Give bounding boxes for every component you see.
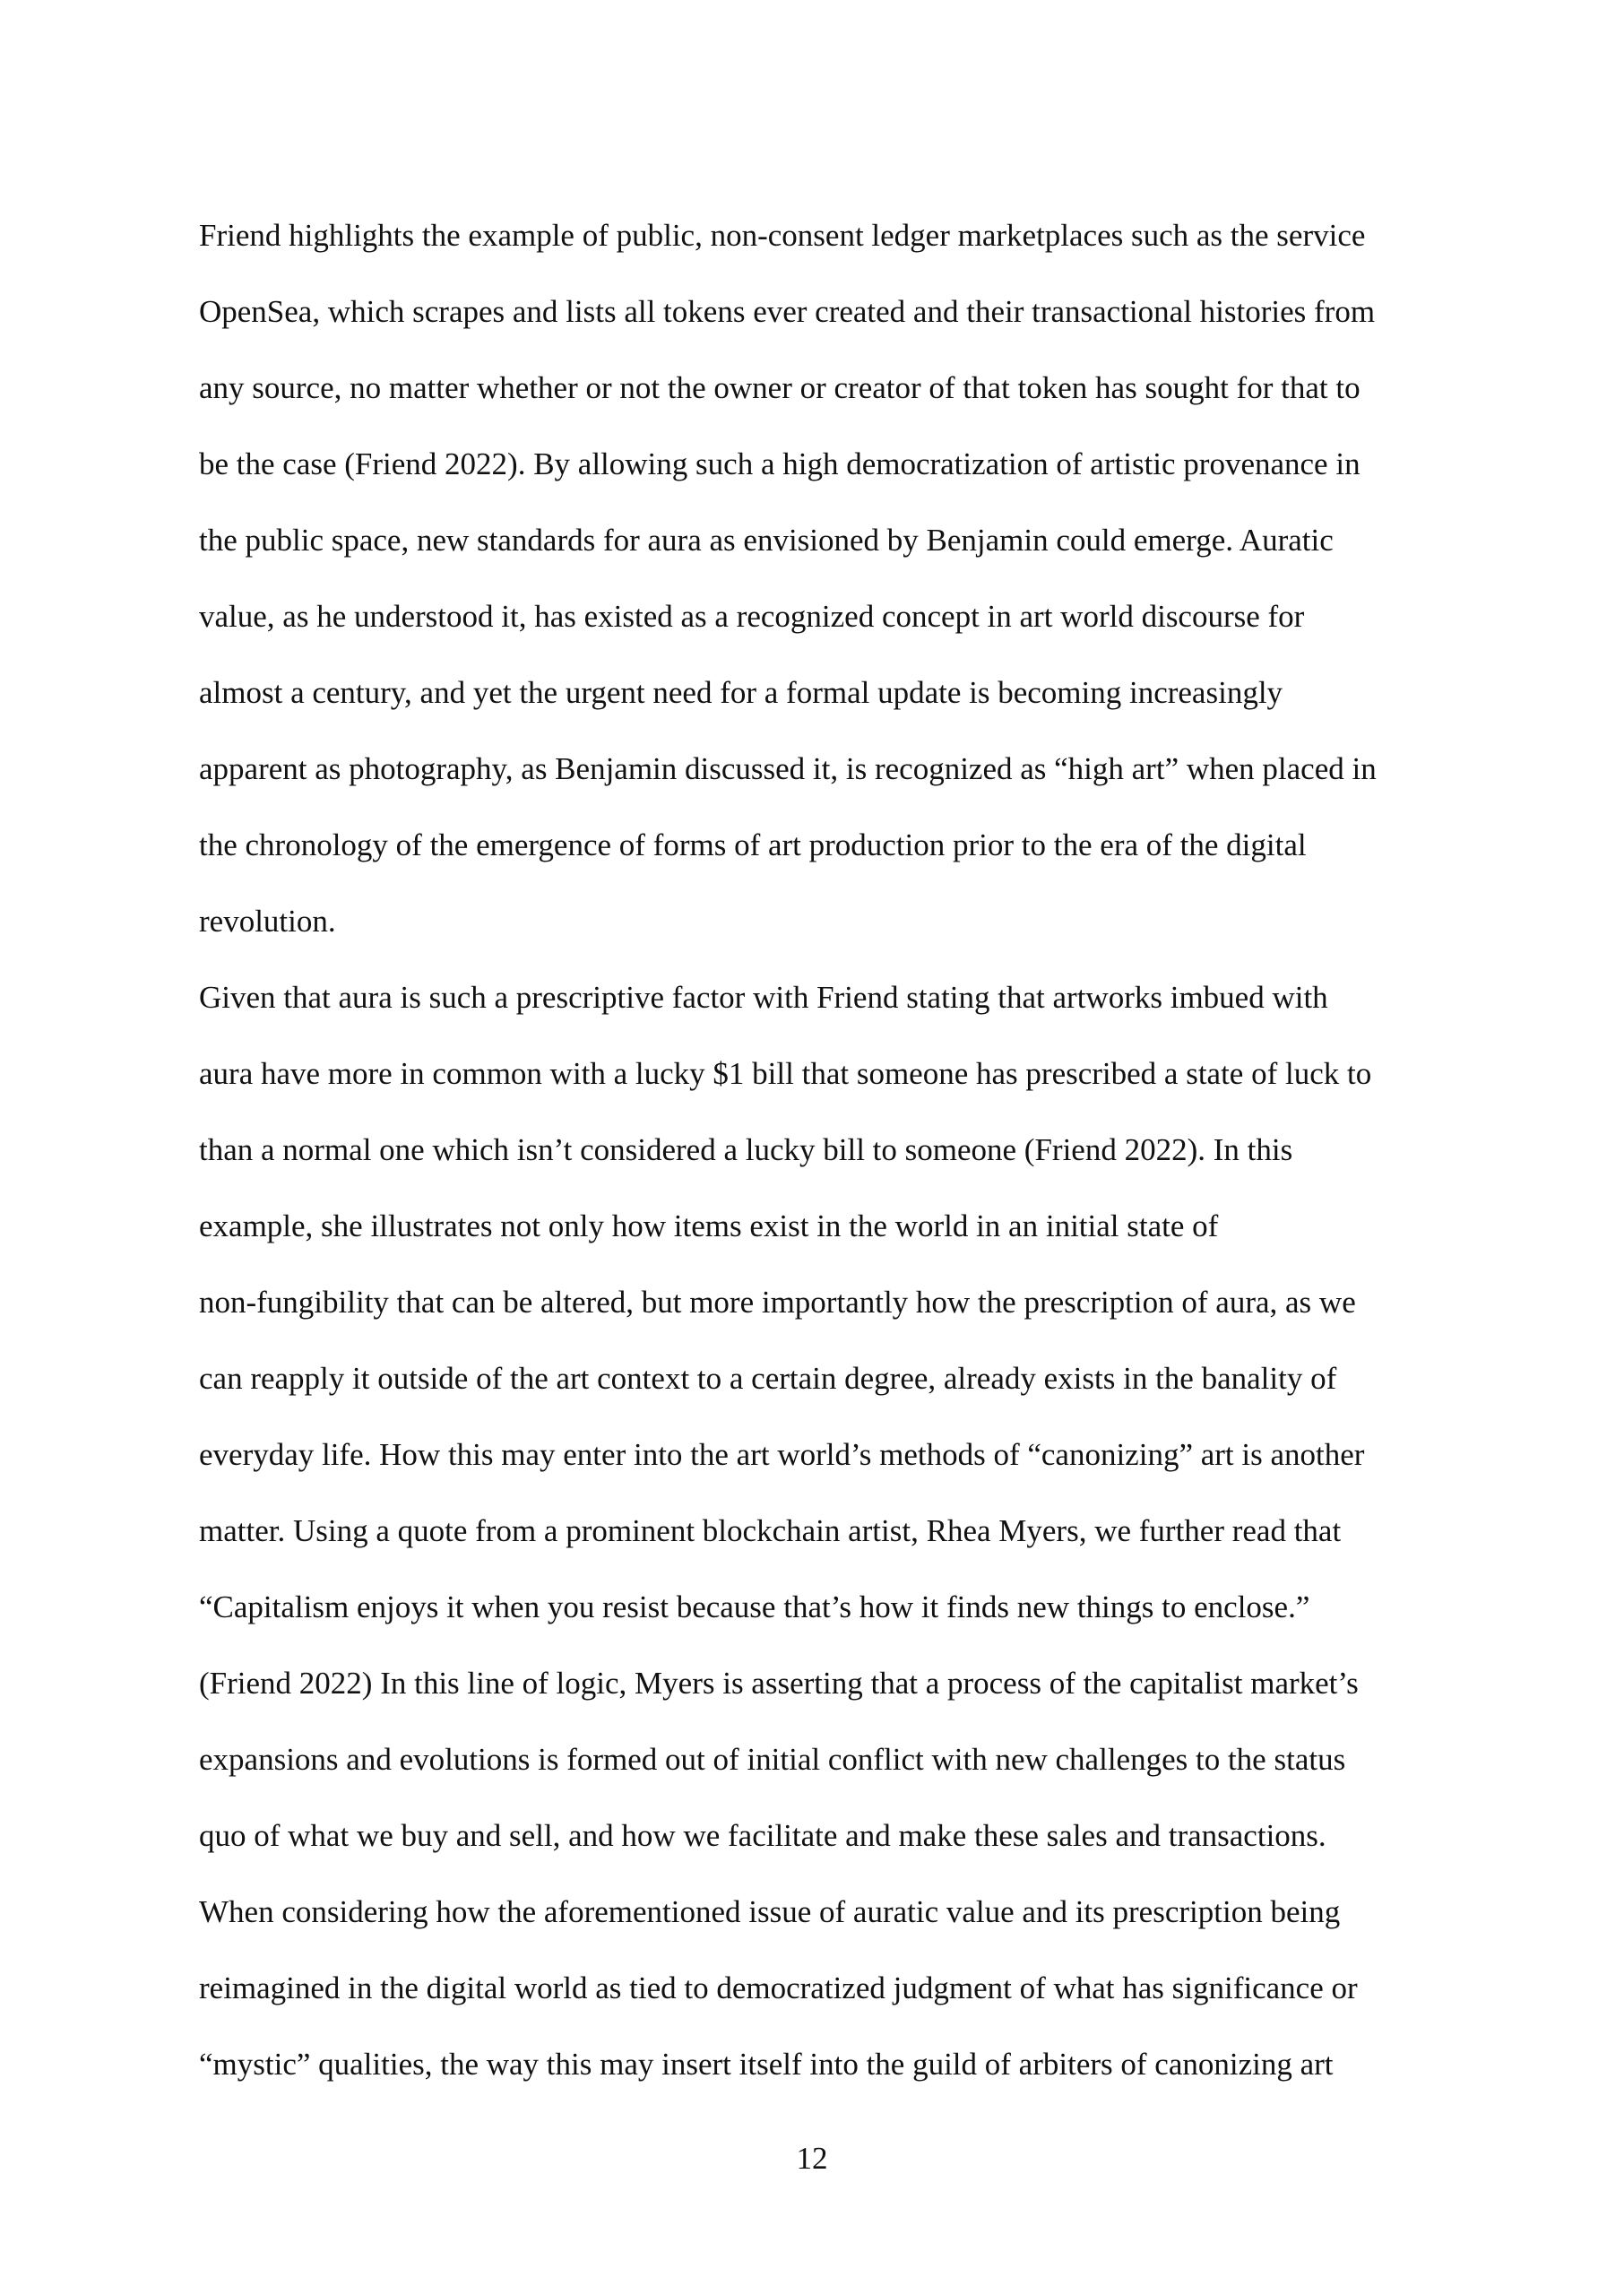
text-line: OpenSea, which scrapes and lists all tokens ever created and their transactional histories from: [199, 294, 1376, 329]
text-line: (Friend 2022) In this line of logic, Myers is asserting that a process of the capitalist market’s: [199, 1666, 1359, 1701]
text-line: aura have more in common with a lucky $1 bill that someone has prescribed a state of luck to: [199, 1056, 1372, 1091]
text-line: value, as he understood it, has existed as a recognized concept in art world discourse for: [199, 599, 1305, 634]
text-line: any source, no matter whether or not the owner or creator of that token has sought for that to: [199, 370, 1361, 405]
text-line: Friend highlights the example of public, non-consent ledger marketplaces such as the service: [199, 218, 1366, 253]
text-line: non-fungibility that can be altered, but more importantly how the prescription of aura, as we: [199, 1285, 1356, 1320]
text-line: revolution.: [199, 904, 336, 939]
text-line: the public space, new standards for aura as envisioned by Benjamin could emerge. Auratic: [199, 523, 1334, 558]
text-line: “mystic” qualities, the way this may insert itself into the guild of arbiters of canonizing art: [199, 2047, 1334, 2082]
text-line: “Capitalism enjoys it when you resist because that’s how it finds new things to enclose.”: [199, 1589, 1310, 1624]
text-line: be the case (Friend 2022). By allowing such a high democratization of artistic provenance in: [199, 446, 1361, 481]
page-number: 12: [796, 2141, 828, 2176]
text-line: almost a century, and yet the urgent need for a formal update is becoming increasingly: [199, 675, 1283, 710]
text-line: reimagined in the digital world as tied to democratized judgment of what has significance or: [199, 1970, 1358, 2005]
text-line: everyday life. How this may enter into the art world’s methods of “canonizing” art is another: [199, 1437, 1365, 1472]
body-text: [199, 197, 1472, 2102]
text-line: the chronology of the emergence of forms of art production prior to the era of the digital: [199, 827, 1307, 862]
text-line: can reapply it outside of the art context to a certain degree, already exists in the banality of: [199, 1361, 1337, 1396]
text-line: example, she illustrates not only how items exist in the world in an initial state of: [199, 1208, 1219, 1243]
text-line: than a normal one which isn’t considered a lucky bill to someone (Friend 2022). In this: [199, 1132, 1293, 1167]
text-line: Given that aura is such a prescriptive factor with Friend stating that artworks imbued with: [199, 980, 1328, 1015]
text-line: matter. Using a quote from a prominent blockchain artist, Rhea Myers, we further read that: [199, 1513, 1342, 1548]
text-line: When considering how the aforementioned issue of auratic value and its prescription being: [199, 1894, 1341, 1929]
text-line: expansions and evolutions is formed out of initial conflict with new challenges to the status: [199, 1742, 1346, 1777]
text-line: quo of what we buy and sell, and how we facilitate and make these sales and transactions.: [199, 1818, 1326, 1853]
text-line: apparent as photography, as Benjamin discussed it, is recognized as “high art” when placed in: [199, 751, 1377, 786]
